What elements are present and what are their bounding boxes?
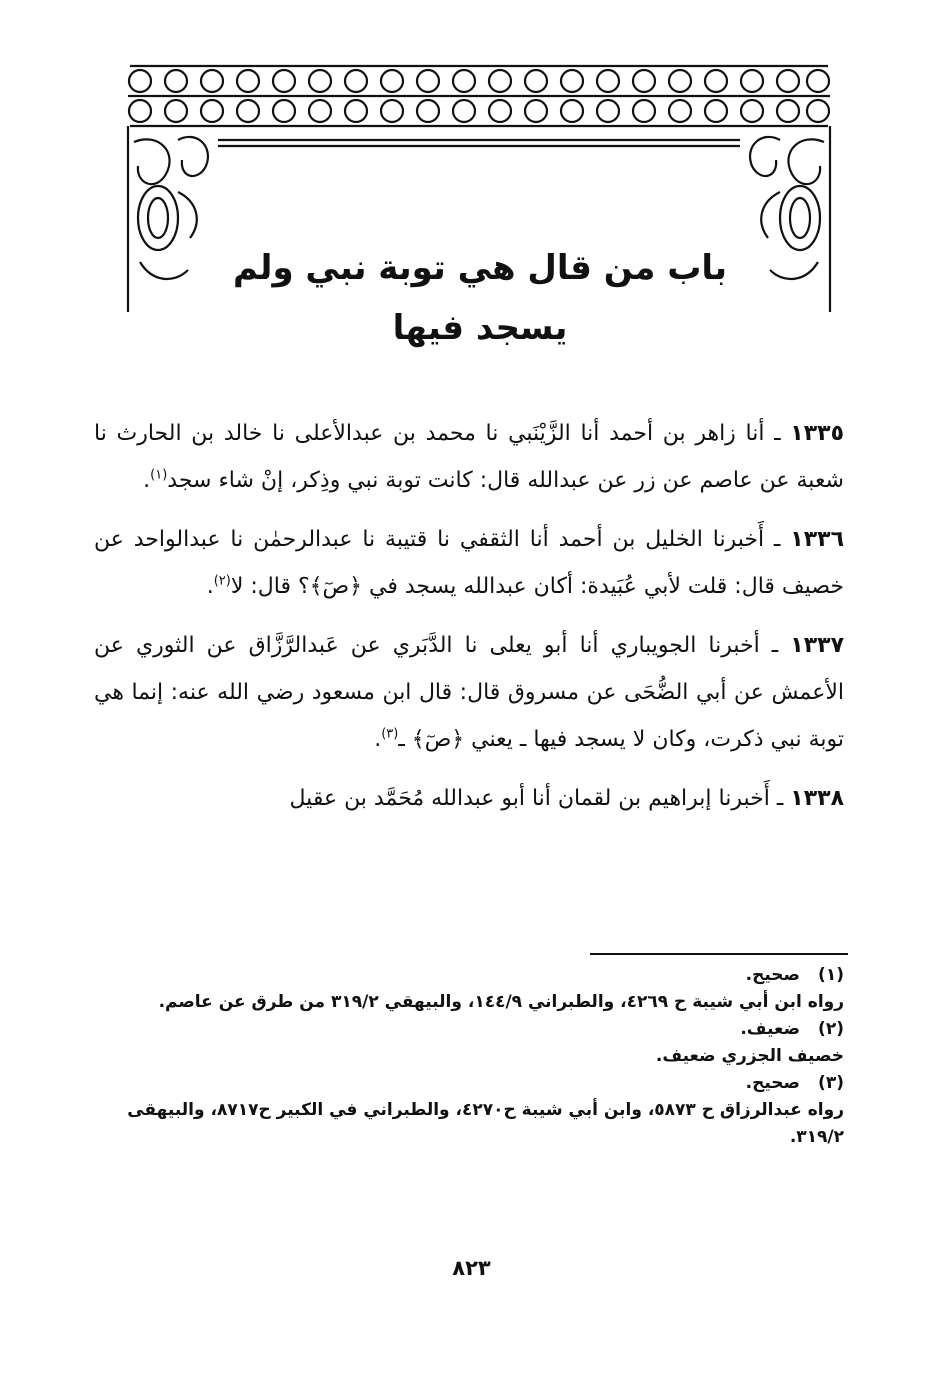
footnote-grade: صحيح. [745, 1073, 800, 1093]
hadith-number: ١٣٣٦ [790, 527, 844, 552]
footnote [94, 1070, 844, 1151]
footnote-number: (١) [818, 965, 844, 985]
footnote-body: خصيف الجزري ضعيف. [655, 1046, 844, 1066]
hadith-paragraph [94, 410, 844, 504]
footnote-body: رواه عبدالرزاق ح ٥٨٧٣، وابن أبي شيبة ح٤٢٧٠، والطبراني في الكبير ح٨٧١٧، والبيهقى ٣١٩/٢. [127, 1100, 844, 1147]
hadith-text: ـ أَخبرنا إبراهيم بن لقمان أنا أبو عبدالله مُحَمَّد بن عقيل [289, 786, 791, 811]
page-number: ٨٢٣ [452, 1256, 491, 1280]
hadith-number: ١٣٣٥ [790, 421, 844, 446]
footnote-ref[interactable]: (١) [150, 467, 168, 483]
hadith-number: ١٣٣٨ [790, 786, 844, 811]
hadith-paragraph [94, 775, 844, 822]
footnote-divider [590, 953, 848, 955]
hadith-text-tail: . [206, 574, 214, 599]
footnote-body: رواه ابن أبي شيبة ح ٤٢٦٩، والطبراني ١٤٤/٩، والبيهقي ٣١٩/٢ من طرق عن عاصم. [158, 992, 844, 1012]
hadith-text: ـ أَخبرنا الخليل بن أحمد أنا الثقفي نا قتيبة نا عبدالرحمٰن نا عبدالواحد عن خصيف قال: قلت لأبي عُبَيدة: أكان عبدالله يسجد في ﴿صٓ﴾؟ قال: لا [94, 527, 844, 599]
hadith-text-tail: . [143, 468, 151, 493]
hadith-text-tail: . [374, 727, 382, 752]
footnote-number: (٣) [818, 1073, 844, 1093]
hadith-text: ـ أنا زاهر بن أحمد أنا الزَّيْنَبي نا محمد بن عبدالأعلى نا خالد بن الحارث نا شعبة عن عاصم عن زر عن عبدالله قال: كانت توبة نبي وذِكر، إنْ شاء سجد [94, 421, 844, 493]
chapter-title: باب من قال هي توبة نبي ولم يسجد فيها [233, 248, 727, 348]
hadith-paragraph [94, 516, 844, 610]
footnote-ref[interactable]: (٢) [213, 573, 231, 589]
footnote-grade: صحيح. [745, 965, 800, 985]
footnote [94, 1016, 844, 1070]
footnote-grade: ضعيف. [740, 1019, 800, 1039]
footnote-number: (٢) [818, 1019, 844, 1039]
hadith-text: ـ أخبرنا الجويباري أنا أبو يعلى نا الدَّبَري عن عَبدالرَّزَّاق عن الثوري عن الأعمش عن أبي الضُّحَى عن مسروق قال: قال ابن مسعود رضي الله عنه: إنما هي توبة نبي ذكرت، وكان لا يسجد فيها ـ يعني ﴿صٓ﴾ ـ [94, 633, 844, 752]
footnote-ref[interactable]: (٣) [381, 726, 399, 742]
hadith-paragraph [94, 622, 844, 763]
footnotes [94, 962, 844, 1151]
hadith-number: ١٣٣٧ [790, 633, 844, 658]
footnote [94, 962, 844, 1016]
main-text [94, 410, 844, 834]
